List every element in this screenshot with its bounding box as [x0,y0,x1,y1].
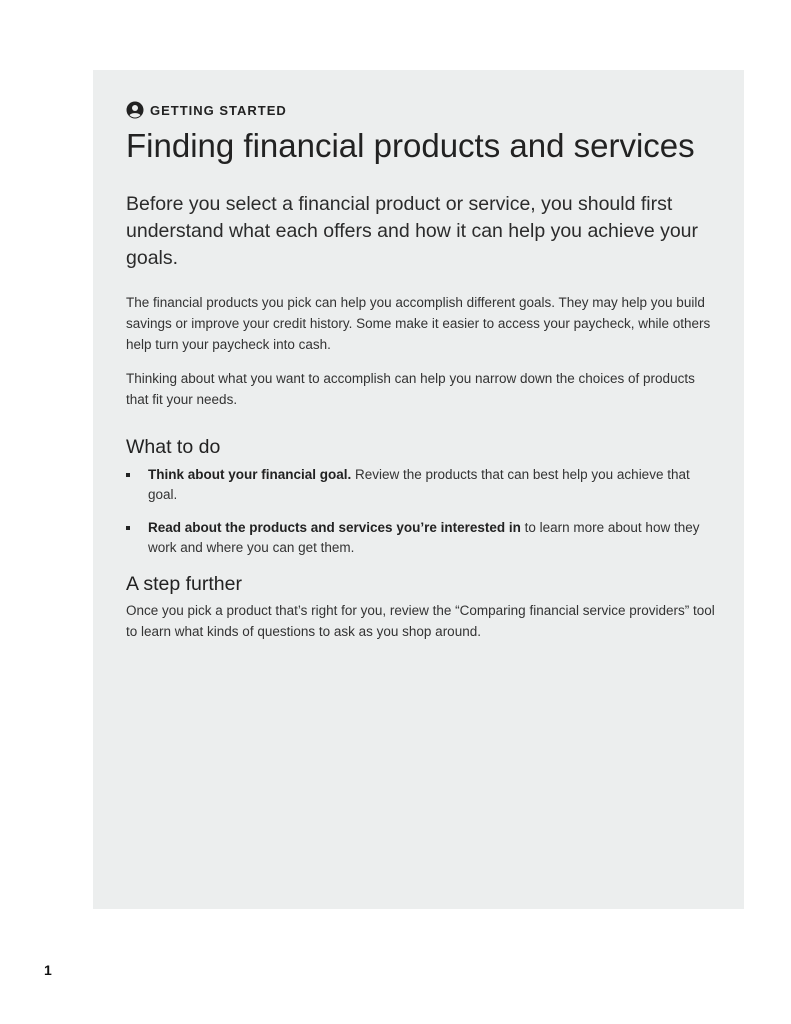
list-item-bold: Think about your financial goal. [148,467,352,482]
page-title: Finding financial products and services [126,127,695,164]
page-number: 1 [44,962,52,978]
list-item-text: to learn more about how they work and where you can get them. [148,520,700,555]
intro-paragraph-1: The financial products you pick can help you accomplish different goals. They may help you build savings or improve your credit history. Some make it easier to access your paycheck, while others help turn your paycheck into cash. [126,295,711,352]
what-to-do-heading: What to do [126,436,221,458]
eyebrow-label: GETTING STARTED [150,102,287,118]
section-eyebrow [126,100,716,120]
list-item [126,465,716,505]
intro-paragraph-2: Thinking about what you want to accomplish can help you narrow down the choices of products that fit your needs. [126,371,695,407]
what-to-do-list [126,465,716,558]
list-item [126,518,716,558]
content-panel [93,70,744,909]
list-item-bold: Read about the products and services you’re interested in [148,520,521,535]
content-body [126,100,716,642]
step-further-paragraph: Once you pick a product that’s right for you, review the “Comparing financial service providers” tool to learn what kinds of questions to ask as you shop around. [126,603,715,639]
person-circle-icon [126,101,144,119]
lead-paragraph: Before you select a financial product or service, you should first understand what each offers and how it can help you achieve your goals. [126,193,699,269]
bullet-icon [126,473,130,477]
step-further-heading: A step further [126,573,242,595]
list-item-text: Review the products that can best help you achieve that goal. [148,467,690,502]
bullet-icon [126,526,130,530]
